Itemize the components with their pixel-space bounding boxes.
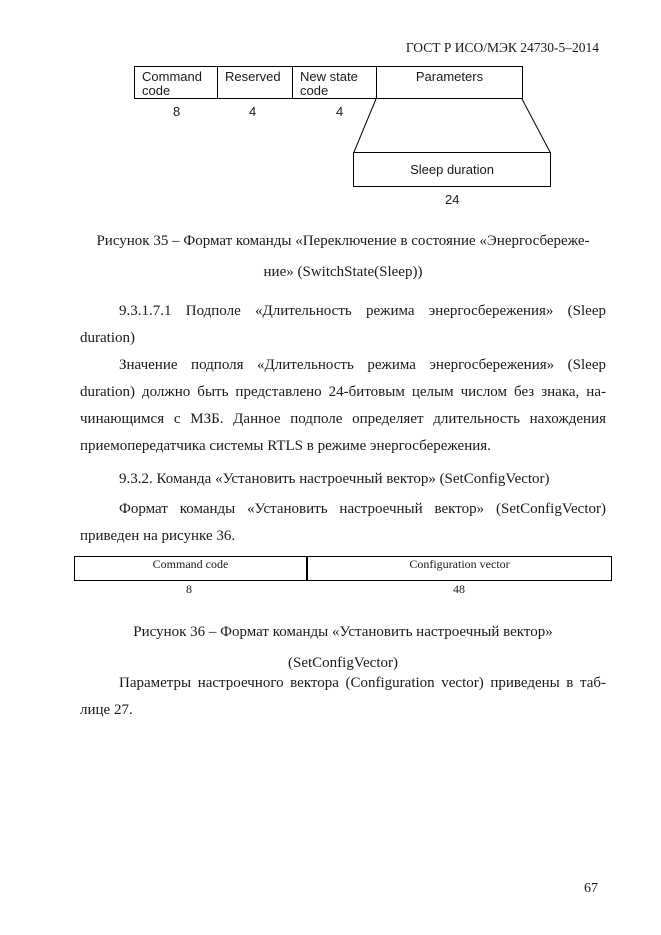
paragraph-line: приведен на рисунке 36. [80,528,236,544]
page-header: ГОСТ Р ИСО/МЭК 24730-5–2014 [405,40,599,55]
paragraph-9-3-1-7-1 [80,298,606,460]
paragraph-line: Формат команды «Установить настроечный вектор» (SetConfigVector) [119,501,606,517]
paragraph-line: duration) [80,330,135,346]
caption-line: (SetConfigVector) [288,655,398,671]
bits-reserved: 4 [249,104,257,119]
field-label: code [300,83,329,98]
bits-configuration-vector: 48 [453,582,465,596]
field-configuration-vector: Configuration vector [409,557,510,571]
caption-line: Рисунок 35 – Формат команды «Переключение в состояние «Энергосбереже- [96,233,590,249]
paragraph-line: Значение подполя «Длительность режима энергосбережения» (Sleep [119,357,606,373]
paragraph-line: чинающимся с МЗБ. Данное подполе определяет длительность нахождения [80,411,606,427]
expansion-connector [0,0,661,200]
field-label: code [142,83,171,98]
field-label: New state [300,69,358,84]
paragraph-line: duration) должно быть представлено 24-битовым целым числом без знака, на- [80,384,606,400]
field-label: Reserved [225,69,281,84]
section-heading: 9.3.2. Команда «Установить настроечный вектор» (SetConfigVector) [119,471,550,487]
bits-command-code: 8 [173,104,181,119]
paragraph-line: 9.3.1.7.1 Подполе «Длительность режима энергосбережения» (Sleep [119,303,606,319]
connector-right-line [522,99,550,152]
closing-paragraph [80,670,606,724]
bits-new-state-code: 4 [336,104,344,119]
paragraph-line: приемопередатчика системы RTLS в режиме энергосбережения. [80,438,491,454]
section-9-3-2 [80,466,606,550]
field-label: Parameters [415,69,484,84]
caption-line: ние» (SwitchState(Sleep)) [263,264,423,280]
bits-sleep-duration: 24 [445,192,460,207]
caption-line: Рисунок 36 – Формат команды «Установить настроечный вектор» [133,624,553,640]
bits-command-code: 8 [186,582,192,596]
connector-left-line [354,99,376,152]
page-number: 67 [584,881,598,896]
paragraph-line: лице 27. [80,702,133,718]
figure-35-caption [80,226,606,288]
paragraph-line: Параметры настроечного вектора (Configuration vector) приведены в таб- [119,675,606,691]
subfield-sleep-duration: Sleep duration [353,152,551,187]
field-command-code: Command code [75,557,308,580]
figure-36-frame-format [74,556,612,581]
field-label: Command [142,69,202,84]
